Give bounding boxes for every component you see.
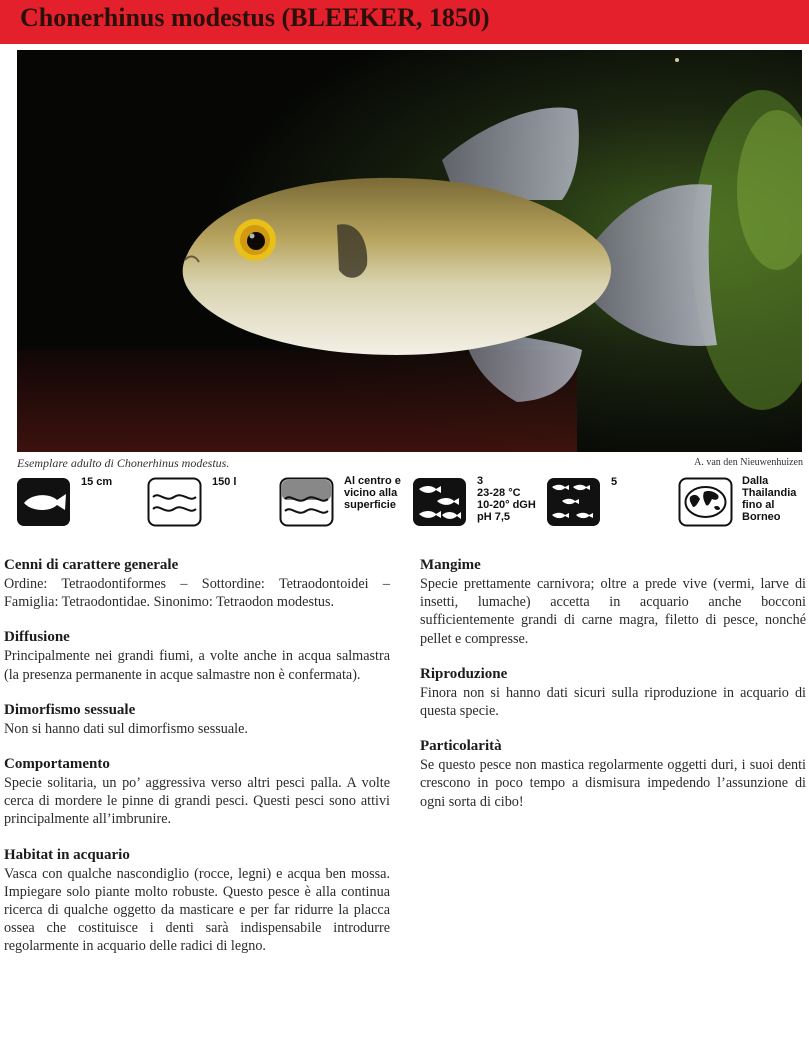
section-heading: Cenni di carattere generale — [4, 557, 179, 573]
section-heading: Dimorfismo sessuale — [4, 701, 136, 718]
photo-caption: Esemplare adulto di Chonerhinus modestus. — [17, 456, 230, 470]
fish-size-icon — [16, 477, 71, 527]
volume-value: 150 l — [212, 476, 237, 488]
section-text: Non si hanno dati sul dimorfismo sessuale. — [4, 720, 248, 737]
origin-label: Dalla Thailandia fino al Borneo — [742, 475, 797, 523]
section-heading: Mangime — [420, 557, 481, 573]
section-habitat — [4, 846, 390, 956]
section-text: Specie solitaria, un po’ aggressiva verso altri pesci palla. A volte cerca di mordere le pinne di grandi pesci. Questi pesci sono attivi principalmente all’imbrunire. — [4, 775, 390, 828]
group-size-icon — [546, 477, 601, 527]
section-heading: Comportamento — [4, 756, 110, 773]
section-particolarita — [420, 737, 806, 811]
section-text: Se questo pesce non mastica regolarmente oggetti duri, i suoi denti crescono in poco tempo a dismisura impedendo l’assunzione di ogni sorta di cibo! — [420, 757, 806, 810]
page-title: Chonerhinus modestus (BLEEKER, 1850) — [20, 3, 490, 32]
section-text: Specie prettamente carnivora; oltre a prede vive (vermi, larve di insetti, lumache) accetta in acquario anche bocconi sufficientemente grandi di carne magra, filetto di pesce, nonché pellet e compresse. — [420, 576, 806, 647]
section-text: Vasca con qualche nascondiglio (rocce, legni) e acqua ben mossa. Impiegare solo piante molto robuste. Questo pesce è alla continua ricerca di qualche oggetto da masticare e per far ridurre la placca ossea che costituisce i denti sarà indispensabile introdurre regolarmente in acquario delle radici di legno. — [4, 865, 390, 955]
section-heading: Diffusione — [4, 629, 70, 646]
section-heading: Habitat in acquario — [4, 846, 130, 863]
section-text: Ordine: Tetraodontiformes – Sottordine: Tetraodontoidei – Famiglia: Tetraodontidae. Sinonimo: Tetraodon modestus. — [4, 576, 390, 611]
fish-photo — [17, 50, 802, 452]
aquarium-volume-icon — [147, 477, 202, 527]
section-text: Finora non si hanno dati sicuri sulla riproduzione in acquario di questa specie. — [420, 684, 806, 720]
left-column — [4, 556, 390, 973]
icon-row — [0, 472, 809, 532]
section-text: Principalmente nei grandi fiumi, a volte anche in acqua salmastra (la presenza permanente in acque salmastre non è confermata). — [4, 648, 390, 683]
water-label: 3 23-28 °C 10-20° dGH pH 7,5 — [477, 475, 536, 523]
section-heading: Riproduzione — [420, 665, 508, 682]
zone-label: Al centro e vicino alla superficie — [344, 475, 401, 511]
right-column — [420, 556, 806, 828]
title-bar — [0, 0, 809, 44]
section-heading: Particolarità — [420, 738, 502, 755]
section-diffusione — [4, 628, 390, 683]
section-comportamento — [4, 755, 390, 829]
size-value: 15 cm — [81, 476, 113, 488]
group-value: 5 — [611, 476, 618, 488]
section-dimorfismo — [4, 701, 390, 738]
water-parameters-icon — [412, 477, 467, 527]
world-map-icon — [678, 477, 733, 527]
section-cenni — [4, 556, 390, 611]
swimming-zone-icon — [279, 477, 334, 527]
section-mangime — [420, 556, 806, 648]
section-riproduzione — [420, 665, 806, 720]
photo-credit: A. van den Nieuwenhuizen — [694, 457, 803, 468]
